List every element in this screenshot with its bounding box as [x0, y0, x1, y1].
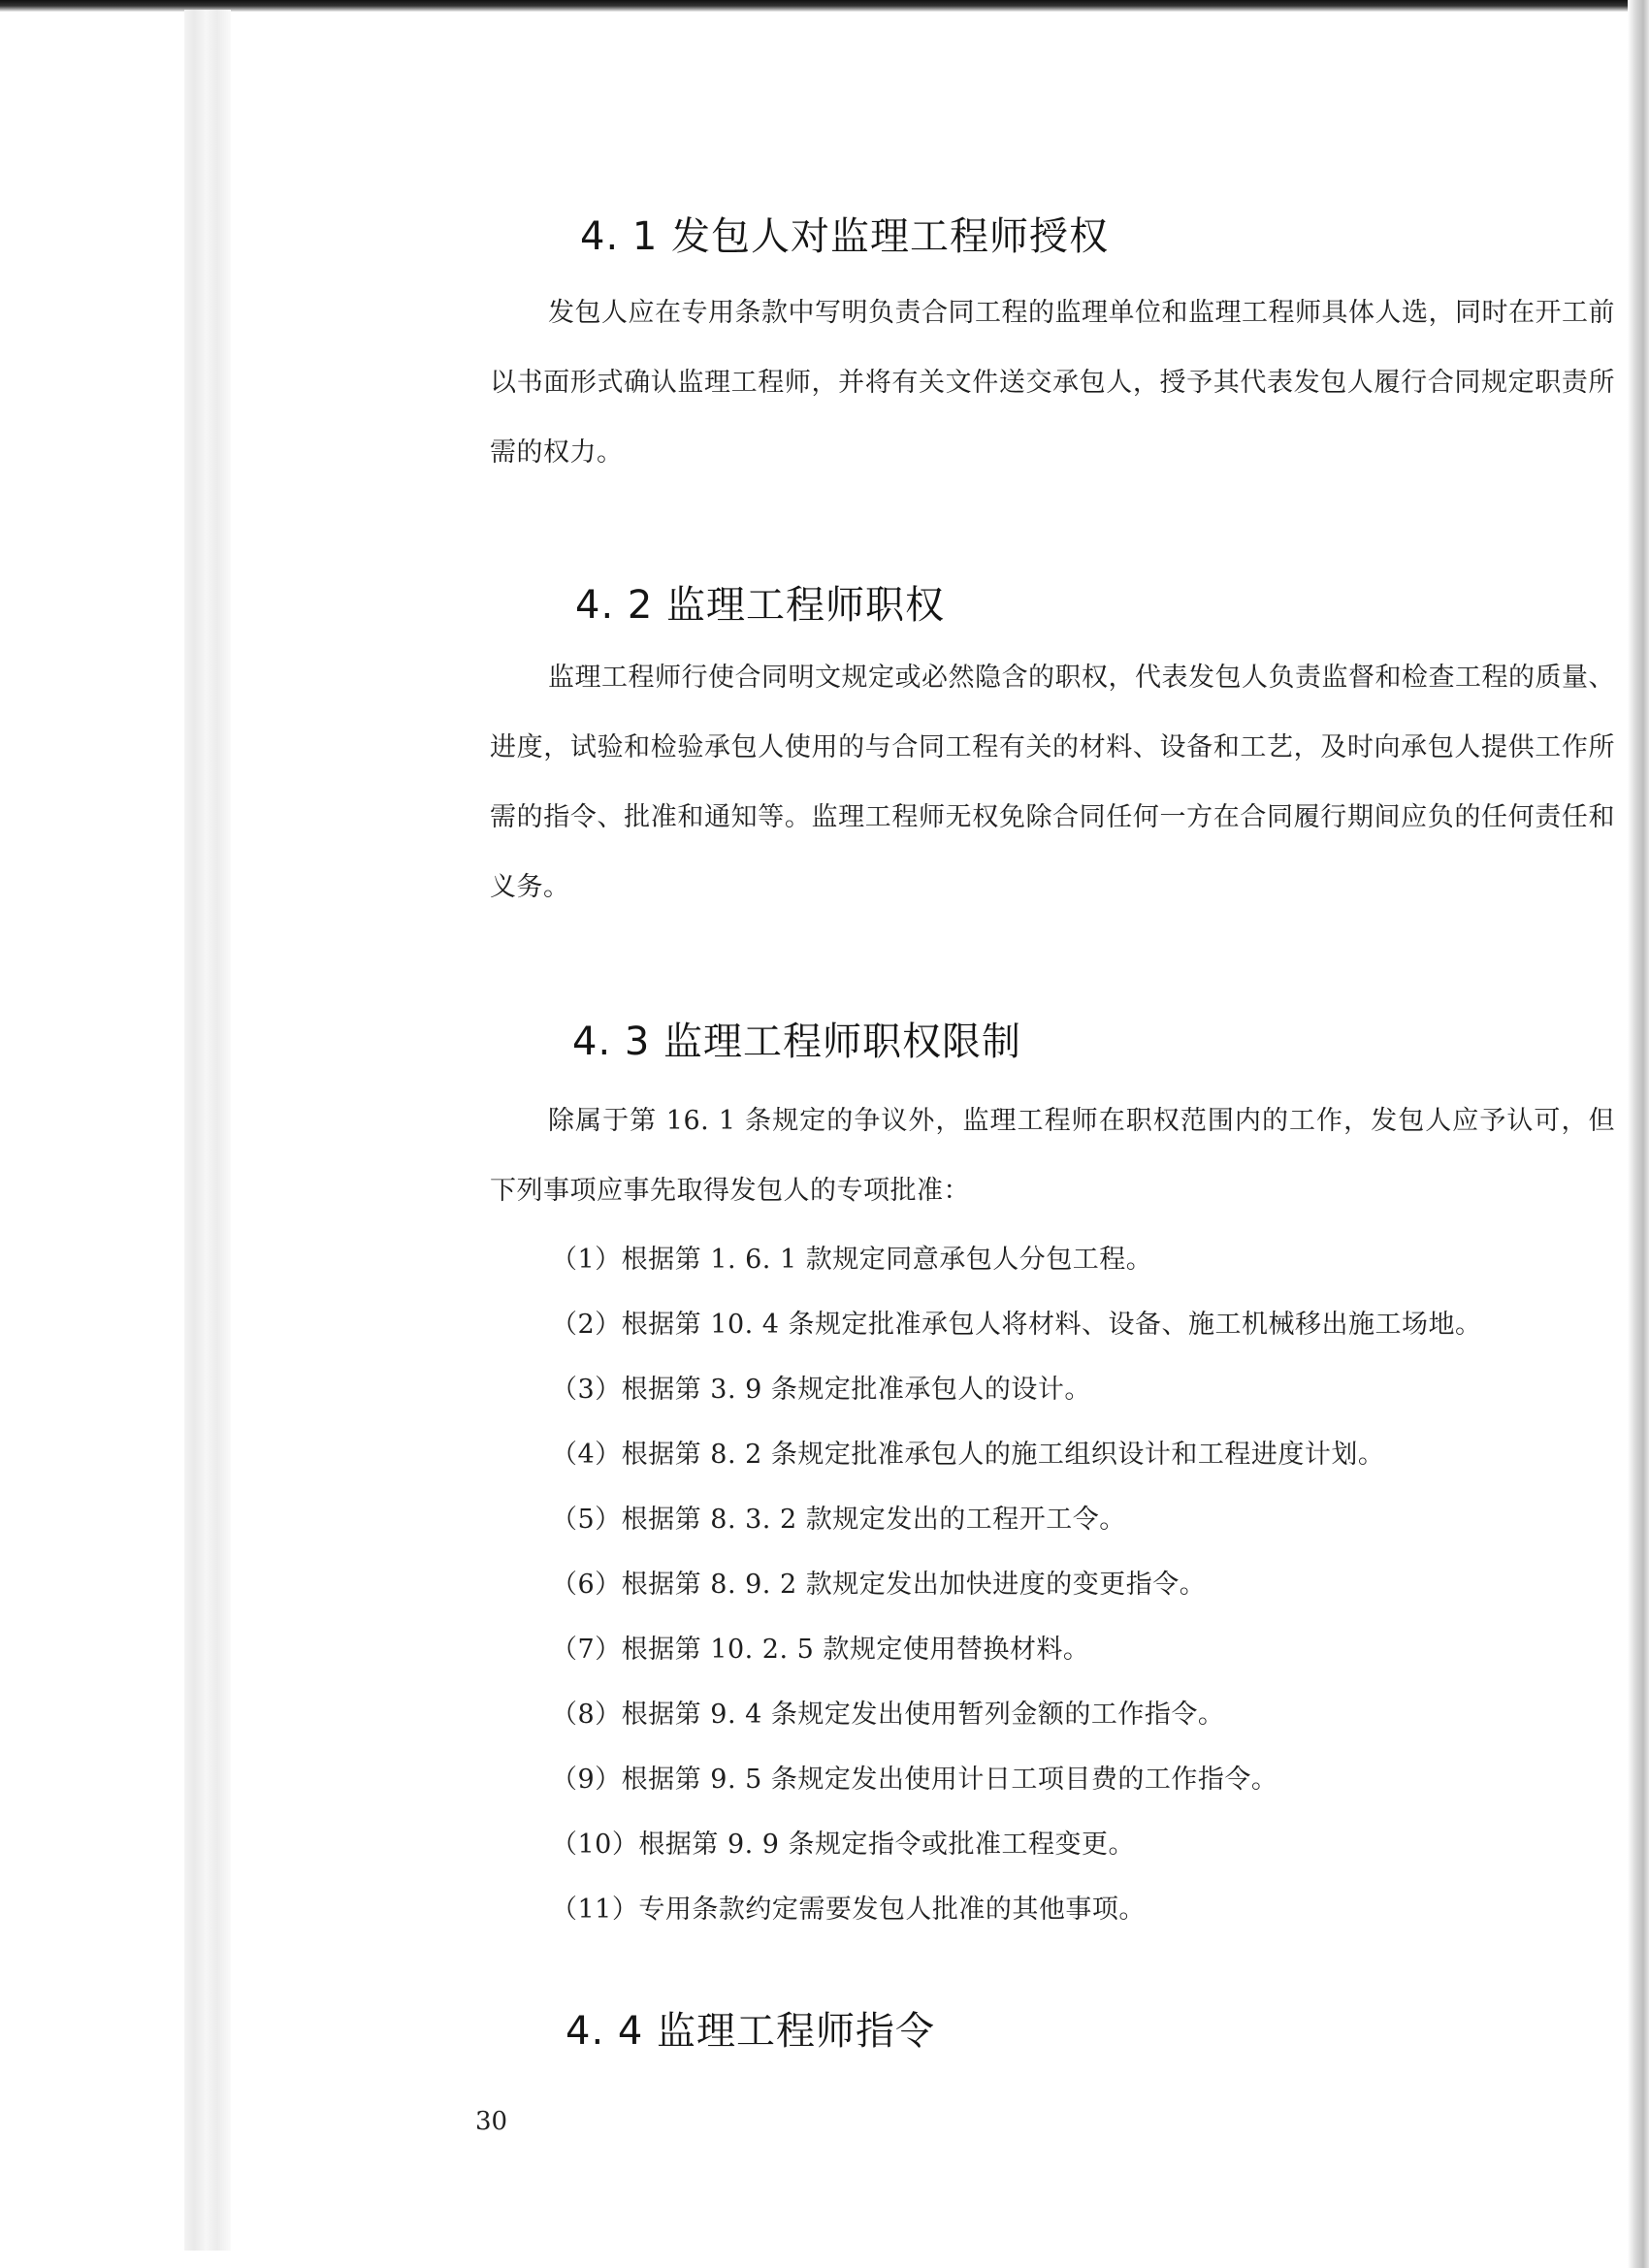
list-item: （7）根据第 10. 2. 5 款规定使用替换材料。 — [551, 1635, 1090, 1665]
section-heading-4-4: 4. 4 监理工程师指令 — [566, 2009, 936, 2054]
list-item: （4）根据第 8. 2 条规定批准承包人的施工组织设计和工程进度计划。 — [551, 1440, 1385, 1470]
list-item: （3）根据第 3. 9 条规定批准承包人的设计。 — [551, 1375, 1091, 1405]
list-item: （6）根据第 8. 9. 2 款规定发出加快进度的变更指令。 — [551, 1570, 1207, 1600]
page-number: 30 — [475, 2107, 508, 2136]
section-heading-4-2: 4. 2 监理工程师职权 — [575, 583, 946, 628]
list-item: （1）根据第 1. 6. 1 款规定同意承包人分包工程。 — [551, 1245, 1153, 1275]
list-item: （8）根据第 9. 4 条规定发出使用暂列金额的工作指令。 — [551, 1700, 1225, 1730]
list-item: （5）根据第 8. 3. 2 款规定发出的工程开工令。 — [551, 1505, 1126, 1535]
list-item: （9）根据第 9. 5 条规定发出使用计日工项目费的工作指令。 — [551, 1765, 1278, 1795]
section-4-2-paragraph: 监理工程师行使合同明文规定或必然隐含的职权，代表发包人负责监督和检查工程的质量、进度，试验和检验承包人使用的与合同工程有关的材料、设备和工艺，及时向承包人提供工作所需的指令、批准和通知等。监理工程师无权免除合同任何一方在合同履行期间应负的任何责任和义务。 — [490, 663, 1615, 902]
list-item: （10）根据第 9. 9 条规定指令或批准工程变更。 — [551, 1830, 1136, 1860]
section-heading-4-3: 4. 3 监理工程师职权限制 — [572, 1020, 1022, 1064]
section-heading-4-1: 4. 1 发包人对监理工程师授权 — [580, 214, 1110, 259]
approval-items-list — [551, 1227, 1482, 1942]
section-4-3-paragraph: 除属于第 16. 1 条规定的争议外，监理工程师在职权范围内的工作，发包人应予认可，但下列事项应事先取得发包人的专项批准： — [490, 1106, 1615, 1206]
list-item: （11）专用条款约定需要发包人批准的其他事项。 — [551, 1895, 1146, 1925]
list-item: （2）根据第 10. 4 条规定批准承包人将材料、设备、施工机械移出施工场地。 — [551, 1310, 1482, 1340]
section-4-1-paragraph: 发包人应在专用条款中写明负责合同工程的监理单位和监理工程师具体人选，同时在开工前以书面形式确认监理工程师，并将有关文件送交承包人，授予其代表发包人履行合同规定职责所需的权力。 — [490, 298, 1615, 468]
